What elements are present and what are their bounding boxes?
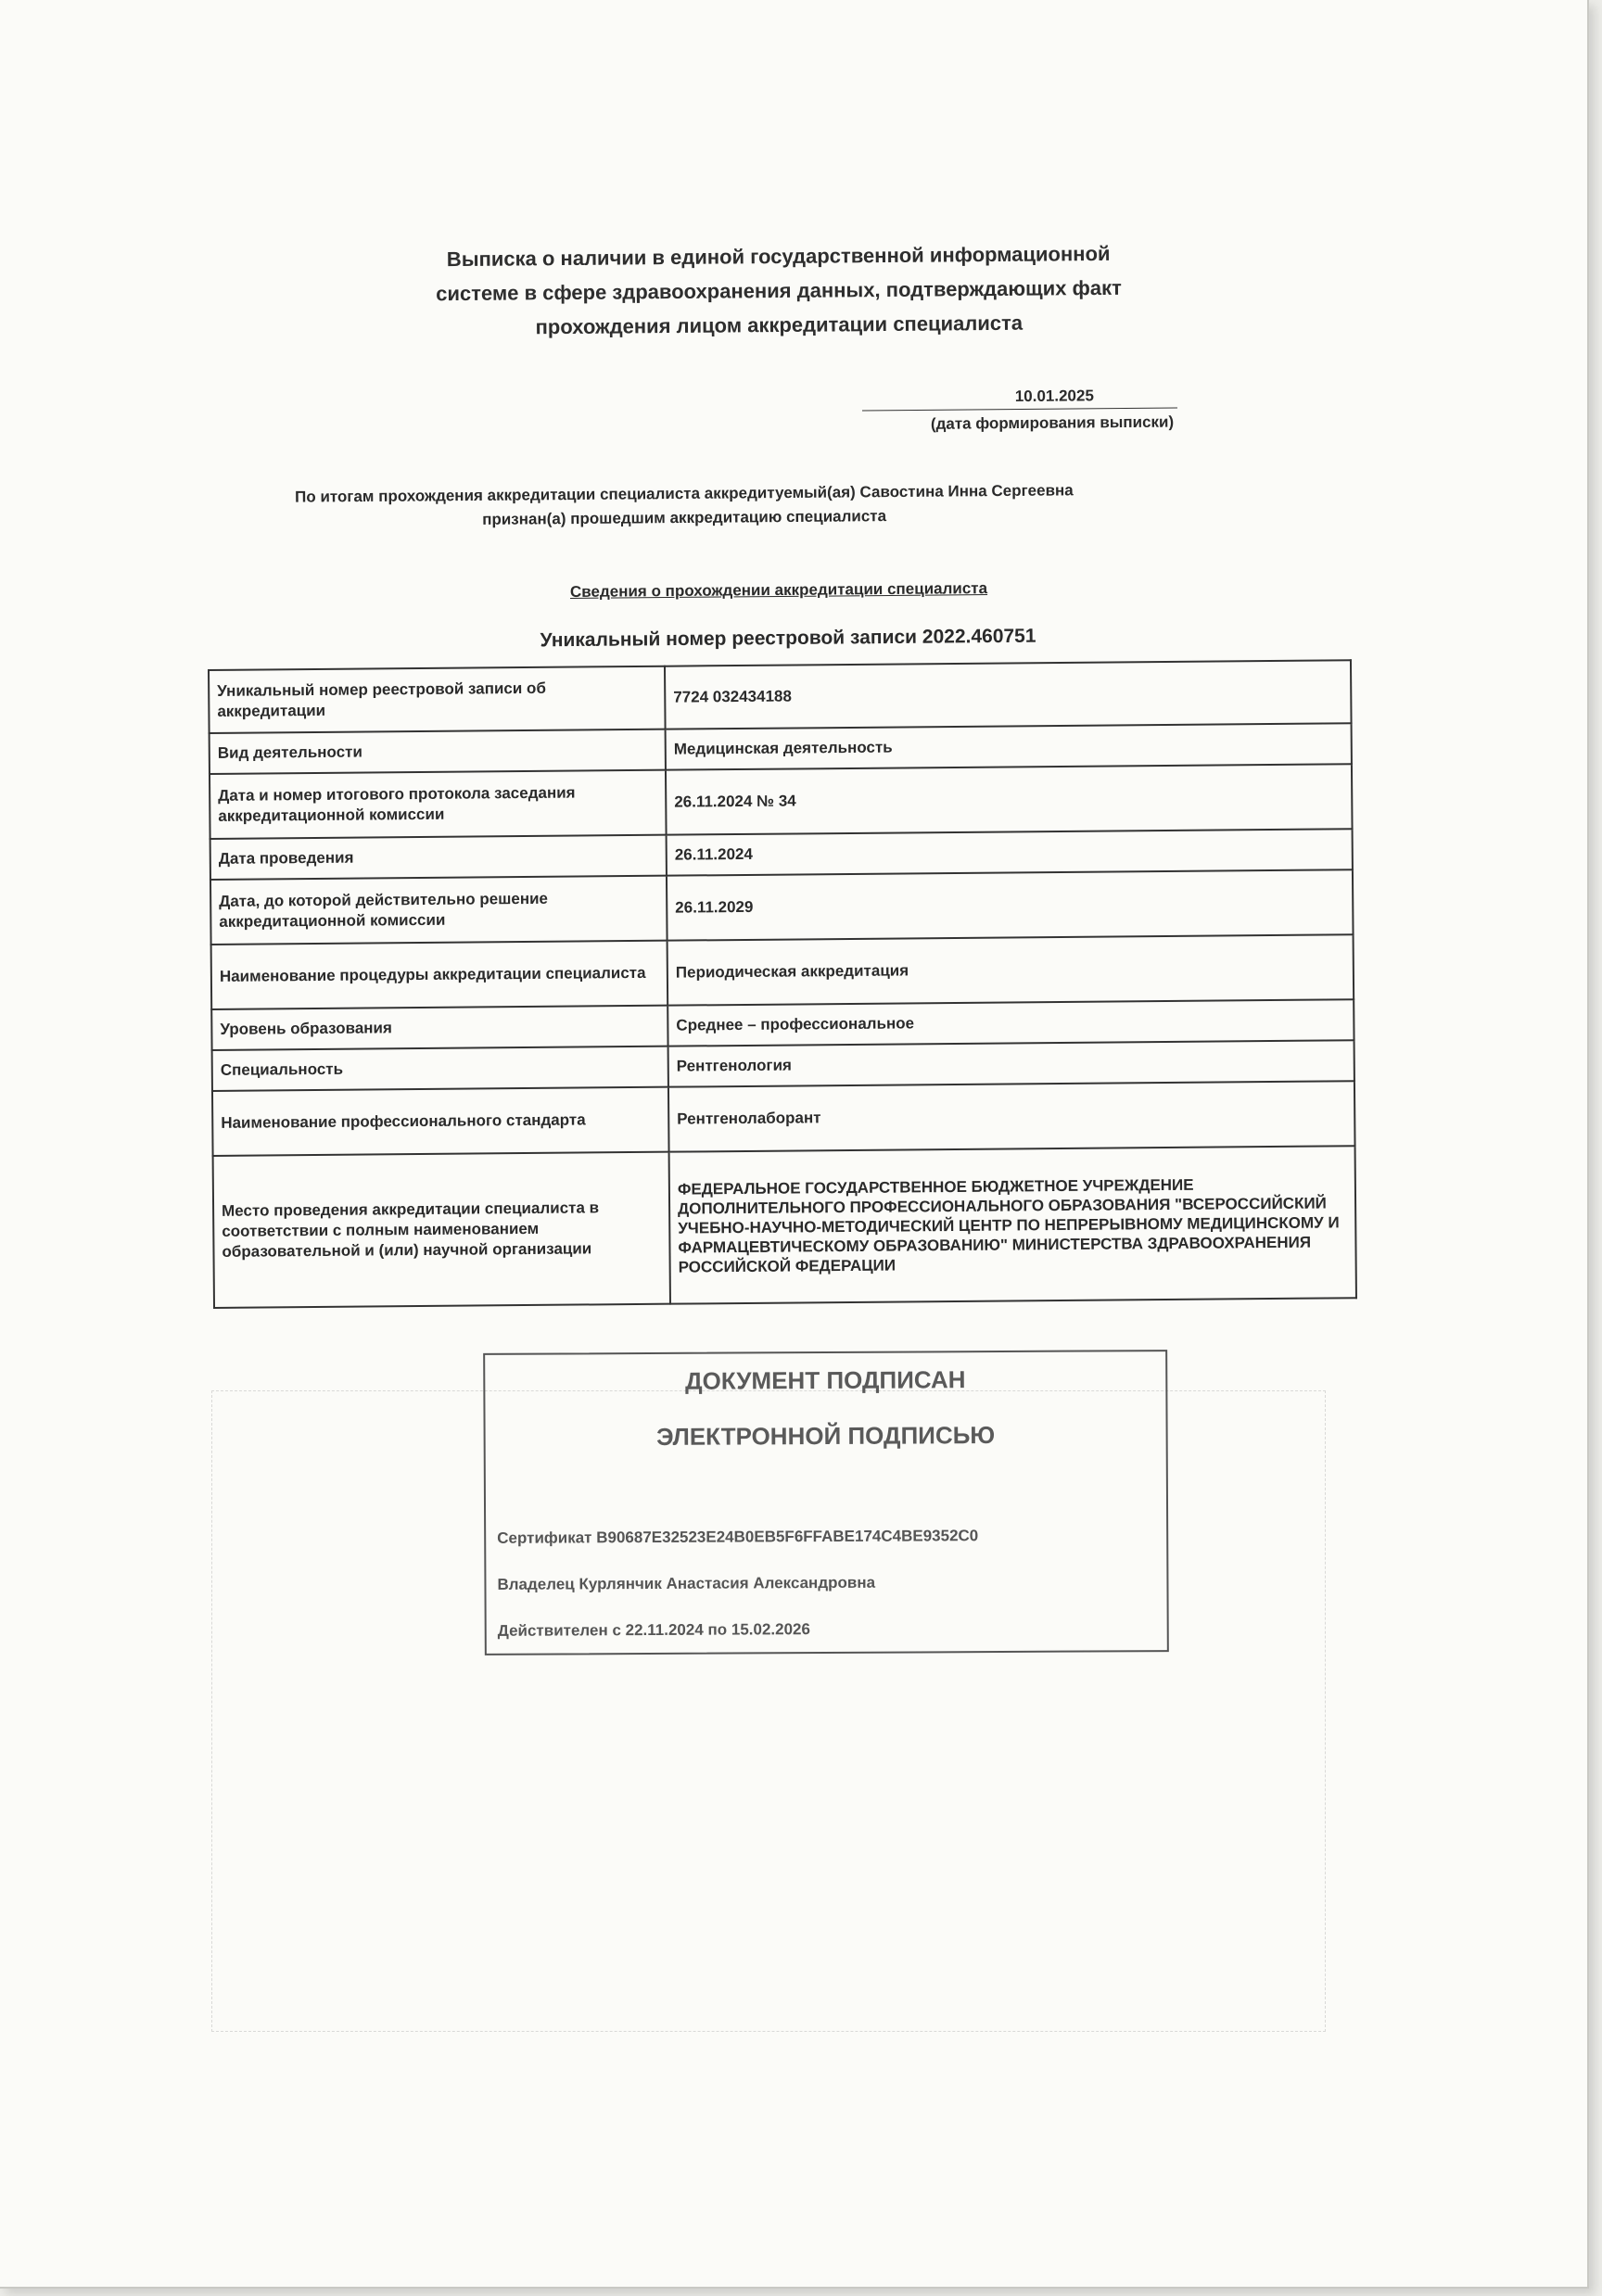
row-label: Наименование профессионального стандарта xyxy=(212,1087,669,1156)
title-line: системе в сфере здравоохранения данных, подтверждающих факт xyxy=(436,275,1122,306)
table-row xyxy=(211,934,1354,1009)
intro-text xyxy=(202,477,1166,534)
stamp-title: ДОКУМЕНТ ПОДПИСАН xyxy=(684,1365,966,1395)
table-row xyxy=(213,1146,1356,1308)
row-label: Дата и номер итогового протокола заседания аккредитационной комиссии xyxy=(210,770,667,839)
formation-date-block xyxy=(862,387,1177,435)
row-label: Наименование процедуры аккредитации специалиста xyxy=(211,941,668,1009)
certificate-validity: Действителен с 22.11.2024 по 15.02.2026 xyxy=(497,1620,810,1640)
row-value: Рентгенология xyxy=(668,1040,1354,1086)
intro-line: признан(а) прошедшим аккредитацию специалиста xyxy=(482,507,887,528)
section-heading: Сведения о прохождении аккредитации специалиста xyxy=(569,579,988,601)
row-value: 7724 032434188 xyxy=(665,660,1352,729)
row-value: Медицинская деятельность xyxy=(666,723,1352,769)
row-label: Вид деятельности xyxy=(210,729,666,774)
row-value: 26.11.2029 xyxy=(667,869,1354,940)
title-line: Выписка о наличии в единой государственной информационной xyxy=(446,241,1111,272)
row-value: Рентгенолаборант xyxy=(668,1081,1355,1151)
formation-date-label: (дата формирования выписки) xyxy=(930,412,1175,433)
electronic-signature-stamp xyxy=(483,1350,1169,1655)
table-row xyxy=(212,1081,1355,1156)
row-label: Дата проведения xyxy=(210,835,667,880)
row-label: Место проведения аккредитации специалиста в соответствии с полным наименованием образовательной и (или) научной организации xyxy=(213,1152,670,1308)
row-value: 26.11.2024 xyxy=(667,829,1353,875)
accreditation-table-wrap xyxy=(208,659,1357,1309)
registry-number: Уникальный номер реестровой записи 2022.460751 xyxy=(540,625,1036,652)
document-title xyxy=(352,235,1206,346)
row-label: Уровень образования xyxy=(211,1006,668,1050)
row-value: ФЕДЕРАЛЬНОЕ ГОСУДАРСТВЕННОЕ БЮДЖЕТНОЕ УЧРЕЖДЕНИЕ ДОПОЛНИТЕЛЬНОГО ПРОФЕССИОНАЛЬНОГО ОБРАЗОВАНИЯ "ВСЕРОССИЙСКИЙ УЧЕБНО-НАУЧНО-МЕТОДИЧЕСКИЙ ЦЕНТР ПО НЕПРЕРЫВНОМУ МЕДИЦИНСКОМУ И ФАРМАЦЕВТИЧЕСКОМУ ОБРАЗОВАНИЮ" МИНИСТЕРСТВА ЗДРАВООХРАНЕНИЯ РОССИЙСКОЙ ФЕДЕРАЦИИ xyxy=(669,1146,1356,1303)
certificate-number: Сертификат B90687E32523E24B0EB5F6FFABE174C4BE9352C0 xyxy=(497,1527,979,1547)
table-row xyxy=(210,869,1354,945)
table-row xyxy=(209,660,1352,733)
row-label: Дата, до которой действительно решение аккредитационной комиссии xyxy=(210,876,668,945)
stamp-subtitle: ЭЛЕКТРОННОЙ ПОДПИСЬЮ xyxy=(655,1421,996,1451)
row-label: Уникальный номер реестровой записи об аккредитации xyxy=(209,666,666,733)
intro-line: По итогам прохождения аккредитации специалиста аккредитуемый(ая) Савостина Инна Сергеевна xyxy=(294,481,1074,506)
row-value: Среднее – профессиональное xyxy=(668,999,1354,1046)
row-value: Периодическая аккредитация xyxy=(668,934,1354,1005)
certificate-owner: Владелец Курлянчик Анастасия Александровна xyxy=(497,1573,876,1593)
row-label: Специальность xyxy=(212,1047,668,1091)
table-row xyxy=(210,764,1353,839)
formation-date: 10.01.2025 xyxy=(862,387,1177,412)
accreditation-table xyxy=(208,659,1357,1309)
row-value: 26.11.2024 № 34 xyxy=(666,764,1353,834)
title-line: прохождения лицом аккредитации специалиста xyxy=(535,311,1024,339)
